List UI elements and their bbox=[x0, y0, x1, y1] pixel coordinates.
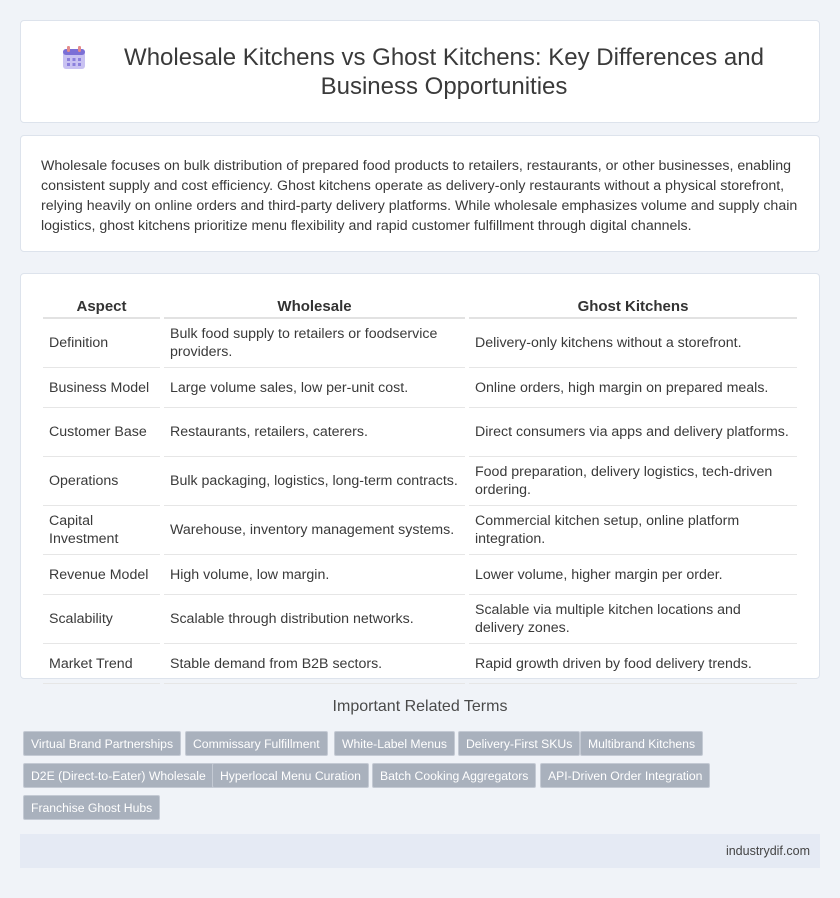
table-header-row bbox=[43, 294, 797, 319]
table-cell-aspect: Scalability bbox=[43, 595, 160, 644]
related-tag[interactable]: Virtual Brand Partnerships bbox=[23, 731, 181, 756]
table-cell-aspect: Customer Base bbox=[43, 408, 160, 457]
comparison-table bbox=[39, 294, 801, 684]
table-cell-ghost-kitchens: Rapid growth driven by food delivery trends. bbox=[469, 644, 797, 684]
table-row bbox=[43, 368, 797, 408]
table-cell-wholesale: Bulk packaging, logistics, long-term contracts. bbox=[164, 457, 465, 506]
related-tag[interactable]: Multibrand Kitchens bbox=[580, 731, 703, 756]
footer-source[interactable]: industrydif.com bbox=[725, 844, 810, 858]
table-cell-ghost-kitchens: Direct consumers via apps and delivery platforms. bbox=[469, 408, 797, 457]
table-cell-wholesale: Warehouse, inventory management systems. bbox=[164, 506, 465, 555]
related-tag[interactable]: Commissary Fulfillment bbox=[185, 731, 328, 756]
table-row bbox=[43, 506, 797, 555]
related-terms-heading: Important Related Terms bbox=[332, 698, 508, 715]
table-cell-ghost-kitchens: Delivery-only kitchens without a storefront. bbox=[469, 319, 797, 368]
related-tag[interactable]: Hyperlocal Menu Curation bbox=[212, 763, 369, 788]
related-tag[interactable]: API-Driven Order Integration bbox=[540, 763, 710, 788]
related-tag[interactable]: Franchise Ghost Hubs bbox=[23, 795, 160, 820]
table-cell-aspect: Definition bbox=[43, 319, 160, 368]
table-cell-aspect: Business Model bbox=[43, 368, 160, 408]
table-cell-aspect: Capital Investment bbox=[43, 506, 160, 555]
table-row bbox=[43, 555, 797, 595]
table-row bbox=[43, 319, 797, 368]
column-header-wholesale: Wholesale bbox=[164, 294, 465, 319]
table-row bbox=[43, 457, 797, 506]
column-header-aspect: Aspect bbox=[43, 294, 160, 319]
table-cell-ghost-kitchens: Commercial kitchen setup, online platform integration. bbox=[469, 506, 797, 555]
table-cell-wholesale: Stable demand from B2B sectors. bbox=[164, 644, 465, 684]
table-cell-wholesale: Scalable through distribution networks. bbox=[164, 595, 465, 644]
table-cell-aspect: Market Trend bbox=[43, 644, 160, 684]
table-cell-ghost-kitchens: Online orders, high margin on prepared meals. bbox=[469, 368, 797, 408]
table-cell-wholesale: Bulk food supply to retailers or foodservice providers. bbox=[164, 319, 465, 368]
table-row bbox=[43, 408, 797, 457]
table-cell-ghost-kitchens: Scalable via multiple kitchen locations and delivery zones. bbox=[469, 595, 797, 644]
table-cell-ghost-kitchens: Lower volume, higher margin per order. bbox=[469, 555, 797, 595]
table-cell-wholesale: Large volume sales, low per-unit cost. bbox=[164, 368, 465, 408]
table-cell-ghost-kitchens: Food preparation, delivery logistics, tech-driven ordering. bbox=[469, 457, 797, 506]
comparison-card bbox=[20, 273, 820, 679]
table-row bbox=[43, 595, 797, 644]
related-tag[interactable]: D2E (Direct-to-Eater) Wholesale bbox=[23, 763, 214, 788]
table-cell-wholesale: Restaurants, retailers, caterers. bbox=[164, 408, 465, 457]
footer bbox=[20, 834, 820, 868]
related-tag[interactable]: Delivery-First SKUs bbox=[458, 731, 580, 756]
page-title: Wholesale Kitchens vs Ghost Kitchens: Key Differences and Business Opportunities bbox=[124, 43, 764, 100]
table-row bbox=[43, 644, 797, 684]
related-tag[interactable]: Batch Cooking Aggregators bbox=[372, 763, 536, 788]
table-cell-aspect: Operations bbox=[43, 457, 160, 506]
table-cell-wholesale: High volume, low margin. bbox=[164, 555, 465, 595]
intro-paragraph: Wholesale focuses on bulk distribution of prepared food products to retailers, restaurants, or other businesses, enabling consistent supply and cost efficiency. Ghost kitchens operate as delivery-only restaurants without a physical storefront, relying heavily on online orders and third-party delivery platforms. While wholesale emphasizes volume and supply chain logistics, ghost kitchens prioritize menu flexibility and rapid customer fulfillment through digital channels. bbox=[41, 158, 798, 234]
intro-card bbox=[20, 135, 820, 252]
calendar-icon bbox=[61, 45, 87, 71]
title-card bbox=[20, 20, 820, 123]
table-cell-aspect: Revenue Model bbox=[43, 555, 160, 595]
column-header-ghost-kitchens: Ghost Kitchens bbox=[469, 294, 797, 319]
related-tag[interactable]: White-Label Menus bbox=[334, 731, 455, 756]
